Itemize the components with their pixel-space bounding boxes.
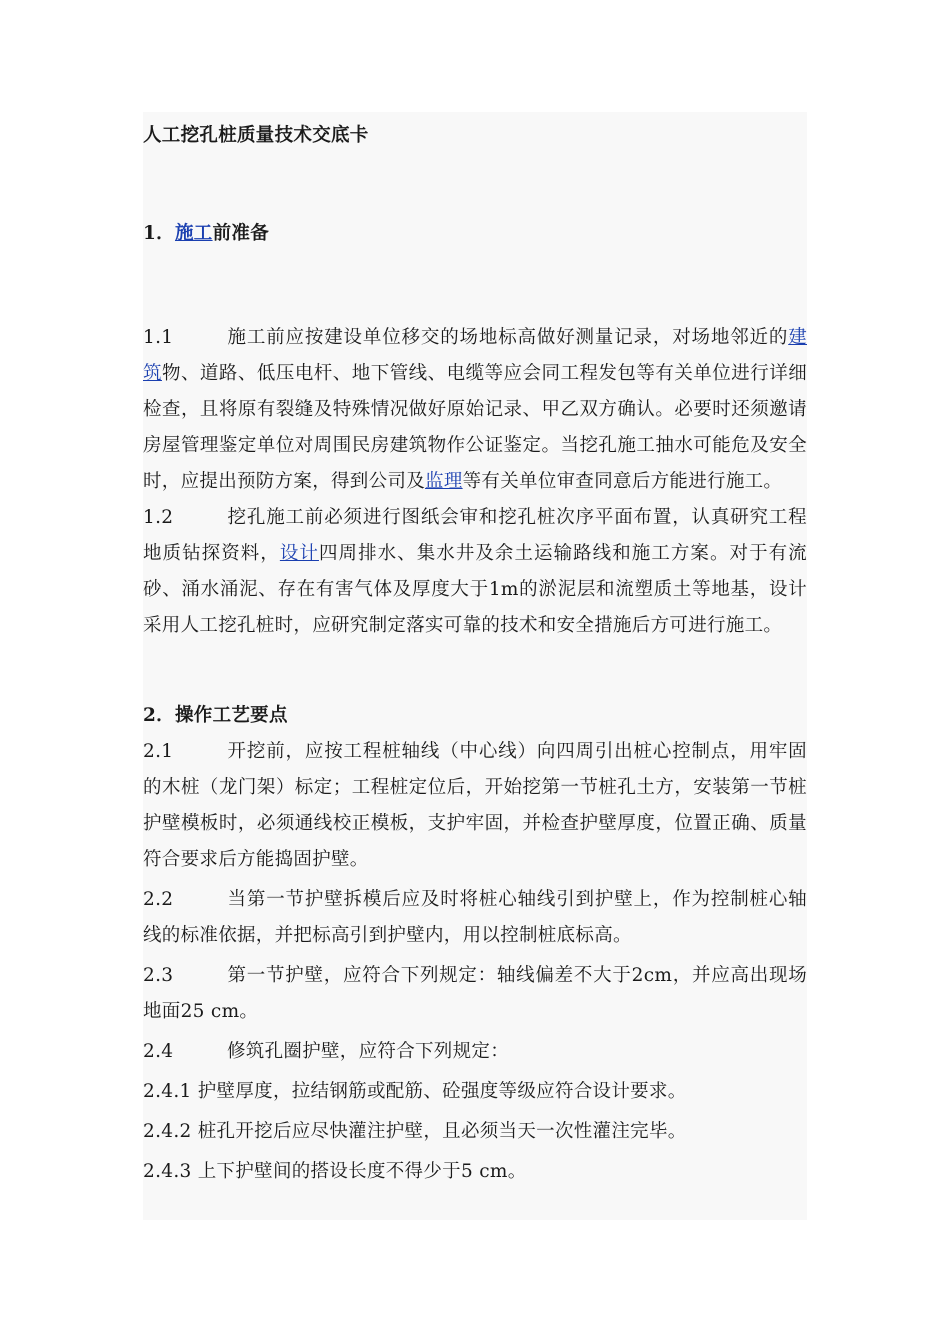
document-body (143, 118, 807, 1190)
link-jianli[interactable]: 监理 (425, 471, 463, 492)
paragraph-1-2: 1.2 挖孔施工前必须进行图纸会审和挖孔桩次序平面布置，认真研究工程地质钻探资料，设计四周排水、集水井及余土运输路线和施工方案。对于有流砂、涌水涌泥、存在有害气体及厚度大于1m的淤泥层和流塑质土等地基，设计采用人工挖孔桩时，应研究制定落实可靠的技术和安全措施后方可进行施工。 (143, 500, 807, 644)
document-title: 人工挖孔桩质量技术交底卡 (143, 125, 369, 146)
paragraph-number: 2.1 (143, 741, 174, 762)
paragraph-number: 1.2 (143, 507, 174, 528)
paragraph-number: 2.3 (143, 965, 174, 986)
paragraph-2-4: 2.4 修筑孔圈护壁，应符合下列规定： (143, 1034, 807, 1070)
link-shigong[interactable]: 施工 (174, 223, 213, 244)
paragraph-2-3: 2.3 第一节护壁，应符合下列规定：轴线偏差不大于2cm，并应高出现场地面25 cm。 (143, 958, 807, 1030)
paragraph-2-2: 2.2 当第一节护壁拆模后应及时将桩心轴线引到护壁上，作为控制桩心轴线的标准依据，并把标高引到护壁内，用以控制桩底标高。 (143, 882, 807, 954)
link-jianzhu[interactable]: 建筑 (143, 327, 807, 384)
subclause-2-4-1: 2.4.1 护壁厚度，拉结钢筋或配筋、砼强度等级应符合设计要求。 (143, 1081, 687, 1102)
paragraph-1-1: 1.1 施工前应按建设单位移交的场地标高做好测量记录，对场地邻近的建筑物、道路、低压电杆、地下管线、电缆等应会同工程发包等有关单位进行详细检查，且将原有裂缝及特殊情况做好原始记录、甲乙双方确认。必要时还须邀请房屋管理鉴定单位对周围民房建筑物作公证鉴定。当挖孔施工抽水可能危及安全时，应提出预防方案，得到公司及监理等有关单位审查同意后方能进行施工。 (143, 320, 807, 500)
subclause-2-4-2: 2.4.2 桩孔开挖后应尽快灌注护壁，且必须当天一次性灌注完毕。 (143, 1121, 687, 1142)
paragraph-number: 2.4 (143, 1041, 174, 1062)
paragraph-2-1: 2.1 开挖前，应按工程桩轴线（中心线）向四周引出桩心控制点，用牢固的木桩（龙门架）标定；工程桩定位后，开始挖第一节桩孔土方，安装第一节桩护壁模板时，必须通线校正模板，支护牢固，并检查护壁厚度，位置正确、质量符合要求后方能捣固护壁。 (143, 734, 807, 878)
subclause-2-4-3: 2.4.3 上下护壁间的搭设长度不得少于5 cm。 (143, 1161, 527, 1182)
section-1-heading: 1．施工前准备 (143, 223, 269, 244)
section-2-heading: 2．操作工艺要点 (143, 705, 288, 726)
paragraph-number: 2.2 (143, 889, 174, 910)
link-sheji[interactable]: 设计 (279, 543, 319, 564)
paragraph-number: 1.1 (143, 327, 174, 348)
